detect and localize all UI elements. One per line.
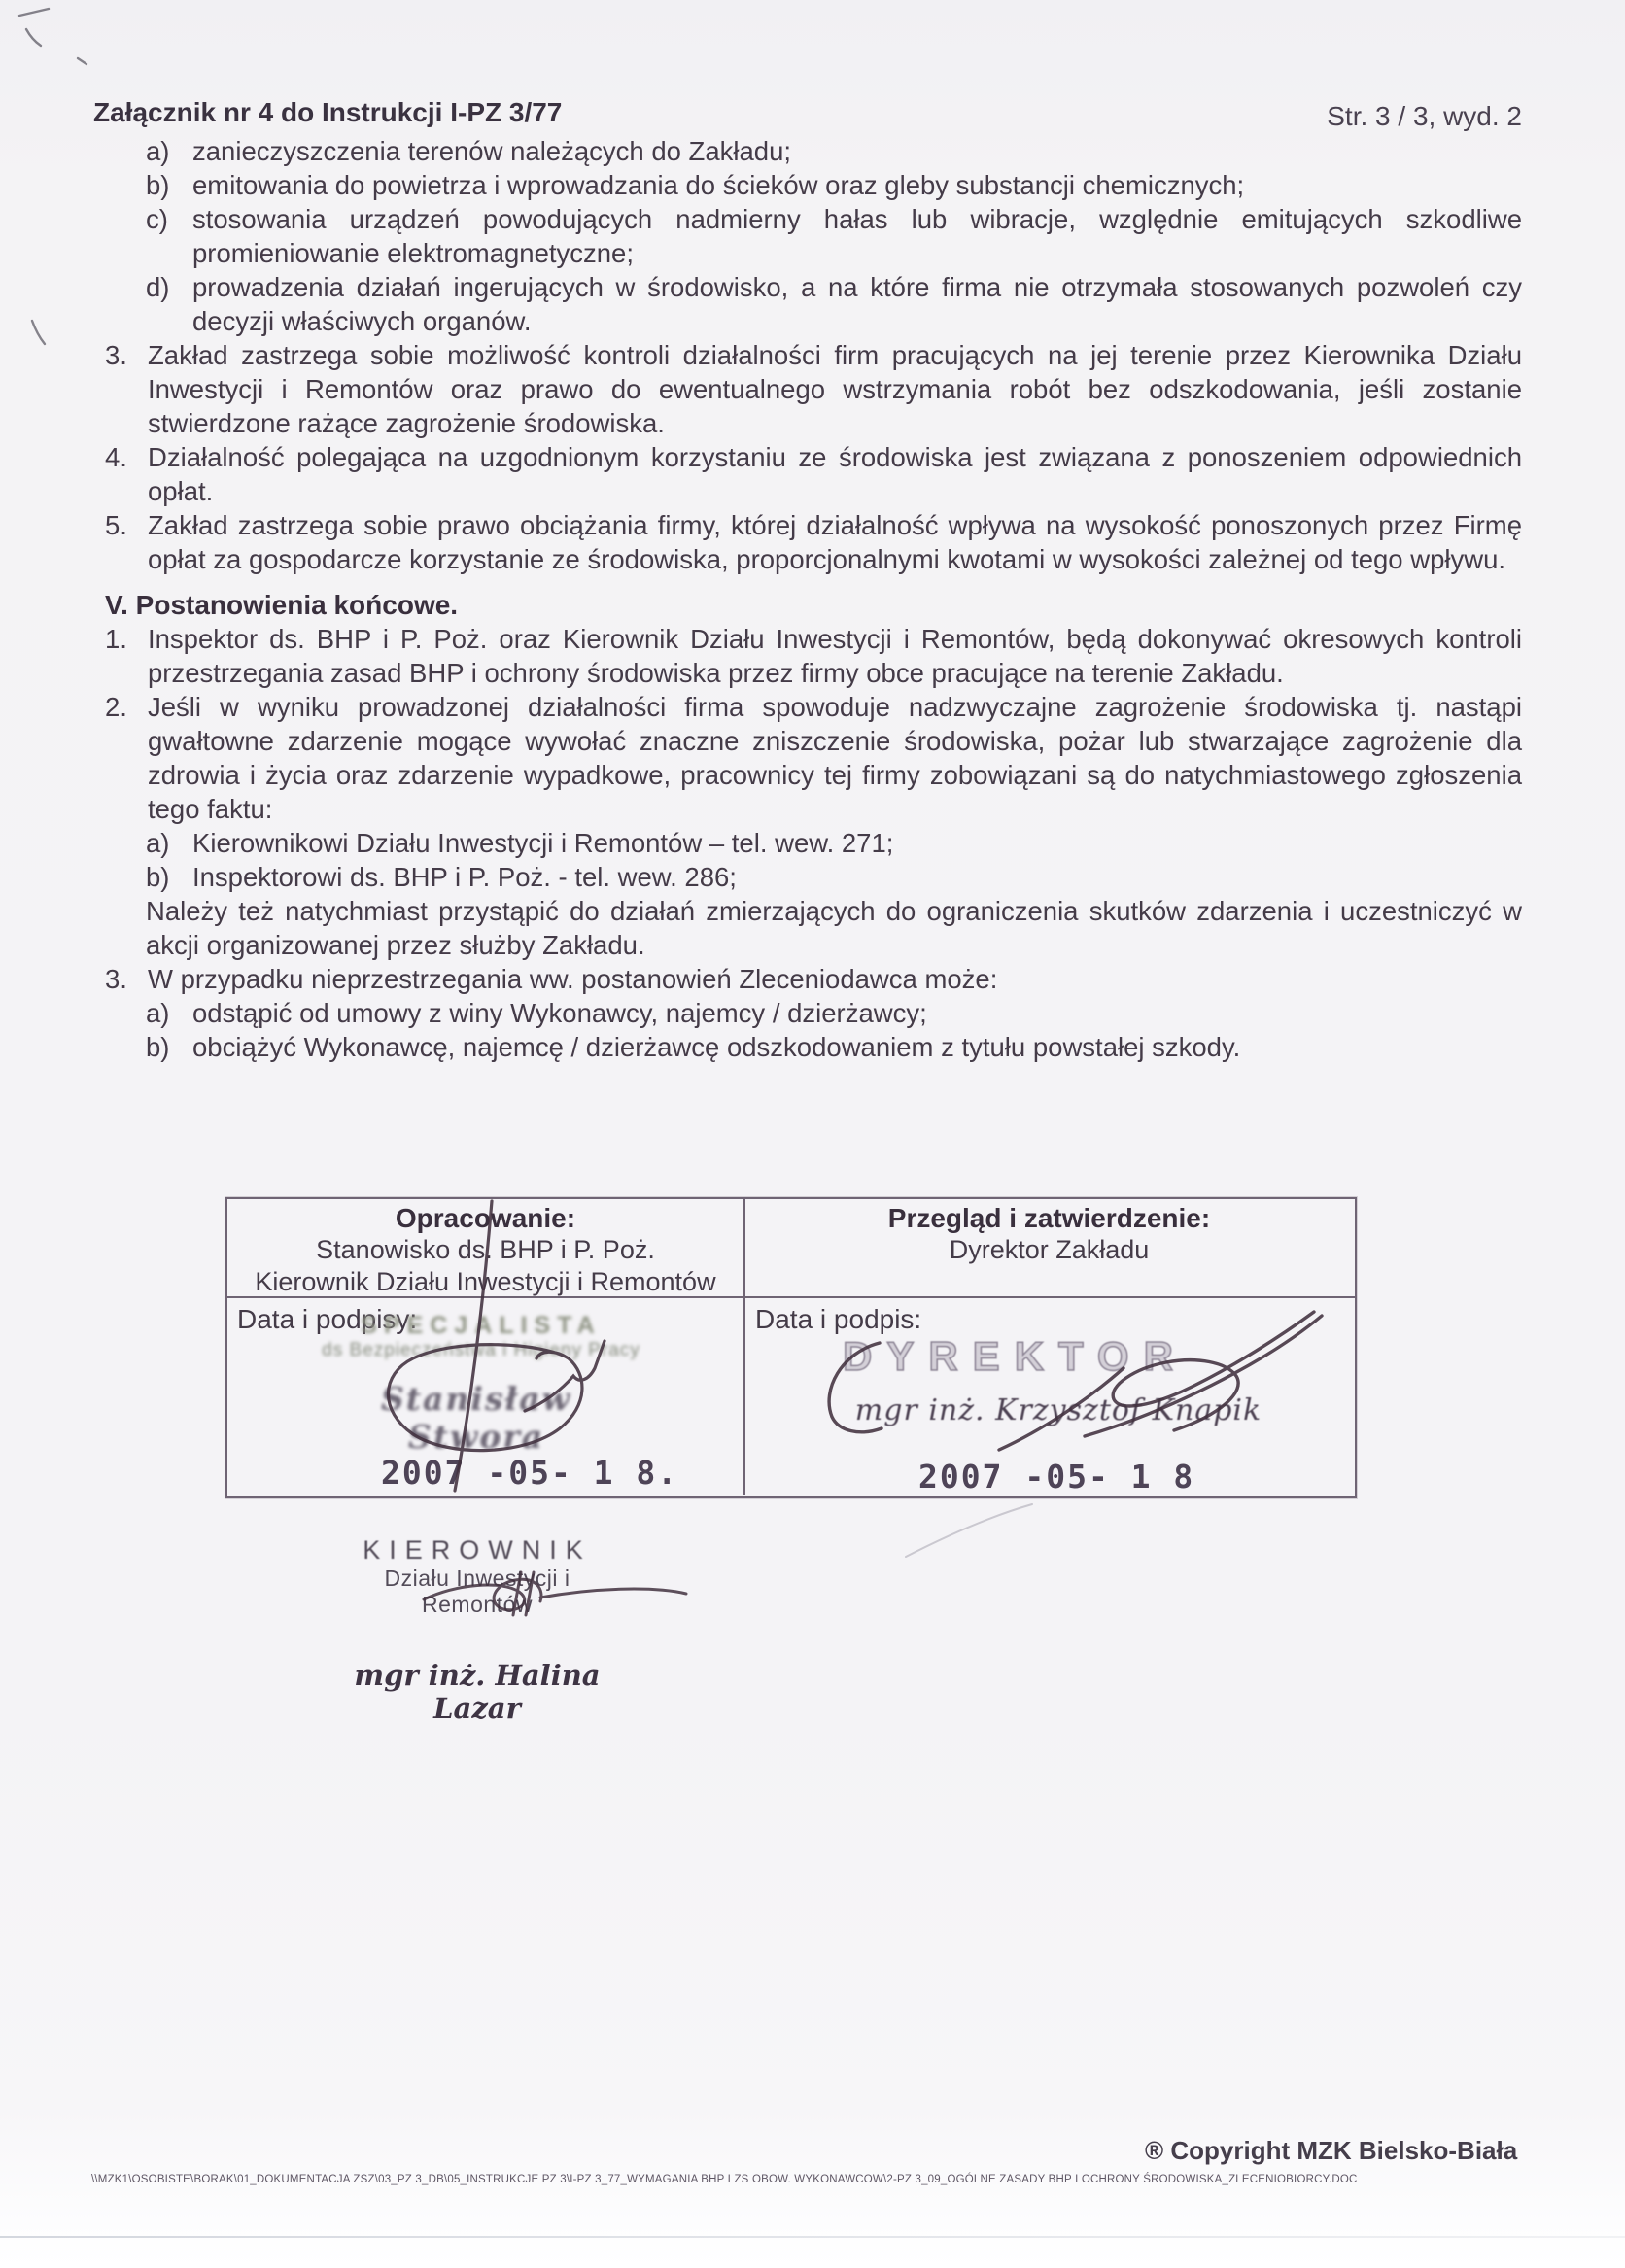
contact-item <box>146 826 1522 860</box>
opracowanie-cell <box>227 1199 745 1296</box>
numbered-item <box>105 440 1522 508</box>
approval-table-header-row <box>227 1199 1355 1298</box>
numbered-item-text: Zakład zastrzega sobie możliwość kontroli działalności firm pracujących na jej terenie przez Kierownika Działu Inwestycji i Remontów oraz prawo do ewentualnego wstrzymania robót bez odszkodowania, jeśli zostanie stwierdzone rażące zagrożenie środowiska. <box>148 340 1522 438</box>
pencil-mark <box>906 1504 1032 1557</box>
pen-mark <box>78 58 86 64</box>
kierownik-stamp-name: mgr inż. Halina Lazar <box>354 1659 601 1725</box>
date-stamp-right: 2007 -05- 1 8 <box>918 1458 1195 1495</box>
date-signatures-label: Data i podpisy: <box>237 1304 418 1334</box>
pen-mark <box>26 29 41 46</box>
contact-item-text: Kierownikowi Działu Inwestycji i Remontów – tel. wew. 271; <box>192 828 894 858</box>
numbered-item-number: 3. <box>105 964 127 994</box>
specialist-stamp-line1: SPECJALISTA <box>361 1312 602 1339</box>
list-item-text: stosowania urządzeń powodujących nadmierny hałas lub wibracje, względnie emitujących szkodliwe promieniowanie elektromagnetyczne; <box>192 204 1522 268</box>
list-item-label: c) <box>146 204 168 234</box>
numbered-item-number: 4. <box>105 442 127 472</box>
contact-item <box>146 860 1522 894</box>
numbered-item-text: Inspektor ds. BHP i P. Poż. oraz Kierownik Działu Inwestycji i Remontów, będą dokonywać okresowych kontroli przestrzegania zasad BHP i ochrony środowiska przez firmy obce pracujące na terenie Zakładu. <box>148 624 1522 688</box>
numbered-item <box>105 690 1522 826</box>
list-item <box>146 1030 1522 1064</box>
pen-marks-top-left <box>19 9 86 344</box>
section-heading: V. Postanowienia końcowe. <box>105 590 459 620</box>
numbered-item-text: W przypadku nieprzestrzegania ww. postanowień Zleceniodawca może: <box>148 964 998 994</box>
contact-item-label: a) <box>146 828 170 858</box>
attachment-title: Załącznik nr 4 do Instrukcji I-PZ 3/77 <box>93 97 563 127</box>
approval-table-signature-row <box>227 1298 1355 1495</box>
note-paragraph: Należy też natychmiast przystąpić do działań zmierzających do ograniczenia skutków zdarzenia i uczestniczyć w akcji organizowanej przez służby Zakładu. <box>146 896 1522 960</box>
kierownik-stamp-line2: Działu Inwestycji i Remontów <box>384 1565 570 1617</box>
zatwierdzenie-cell <box>745 1199 1353 1296</box>
dyrektor-stamp: DYREKTOR <box>843 1333 1188 1379</box>
zatwierdzenie-role: Dyrektor Zakładu <box>949 1235 1150 1264</box>
name-stamp-knapik: mgr inż. Krzysztof Knapik <box>854 1393 1262 1427</box>
page-number-edition: Str. 3 / 3, wyd. 2 <box>1327 101 1522 131</box>
list-item-label: a) <box>146 998 170 1028</box>
list-item <box>146 168 1522 202</box>
numbered-item-text: Działalność polegająca na uzgodnionym korzystaniu ze środowiska jest związana z ponoszeniem odpowiednich opłat. <box>148 442 1522 506</box>
numbered-item-text: Zakład zastrzega sobie prawo obciążania firmy, której działalność wpływa na wysokość ponoszonych przez Firmę opłat za gospodarcze korzystanie ze środowiska, proporcjonalnymi kwotami w wysokości zależnej od tego wpływu. <box>148 510 1522 574</box>
list-item <box>146 134 1522 168</box>
list-item-label: d) <box>146 272 170 302</box>
left-signature-cell <box>227 1298 745 1495</box>
numbered-item-number: 5. <box>105 510 127 540</box>
numbered-item-number: 2. <box>105 692 127 722</box>
list-item <box>146 270 1522 338</box>
list-item-text: obciążyć Wykonawcę, najemcę / dzierżawcę odszkodowaniem z tytułu powstałej szkody. <box>192 1032 1241 1062</box>
list-item-text: odstąpić od umowy z winy Wykonawcy, najemcy / dzierżawcy; <box>192 998 927 1028</box>
numbered-item-text: Jeśli w wyniku prowadzonej działalności firma spowoduje nadzwyczajne zagrożenie środowiska tj. nastąpi gwałtowne zdarzenie mogące wywołać znaczne zniszczenie środowiska, pożar lub stwarzające zagrożenie dla zdrowia i życia oraz zdarzenie wypadkowe, pracownicy tej firmy zobowiązani są do natychmiastowego zgłoszenia tego faktu: <box>148 692 1522 824</box>
numbered-item <box>105 338 1522 440</box>
list-item <box>146 202 1522 270</box>
list-item <box>146 996 1522 1030</box>
list-item-label: b) <box>146 1032 170 1062</box>
contact-item-label: b) <box>146 862 170 892</box>
scan-edge-line <box>0 2236 1625 2238</box>
pen-mark <box>19 9 49 16</box>
document-body <box>105 134 1522 1064</box>
specialist-stamp <box>311 1312 651 1361</box>
opracowanie-role-1: Stanowisko ds. BHP i P. Poż. <box>316 1235 655 1264</box>
date-signature-label: Data i podpis: <box>755 1304 922 1334</box>
opracowanie-role-2: Kierownik Działu Inwestycji i Remontów <box>255 1267 716 1296</box>
opracowanie-title: Opracowanie: <box>395 1203 576 1233</box>
numbered-item <box>105 962 1522 996</box>
zatwierdzenie-title: Przegląd i zatwierdzenie: <box>887 1203 1211 1233</box>
approval-table <box>225 1197 1357 1498</box>
list-item-label: b) <box>146 170 170 200</box>
kierownik-stamp-block <box>328 1535 626 1725</box>
numbered-item-number: 3. <box>105 340 127 370</box>
list-item-text: zanieczyszczenia terenów należących do Zakładu; <box>192 136 792 166</box>
name-stamp-stwora: Stanisław Stwora <box>380 1380 572 1456</box>
pen-mark <box>32 321 45 344</box>
numbered-item <box>105 622 1522 690</box>
numbered-item-number: 1. <box>105 624 127 654</box>
numbered-item <box>105 508 1522 576</box>
specialist-stamp-line2: ds Bezpieczeństwa i Higieny Pracy <box>322 1340 640 1360</box>
footer-copyright: ® Copyright MZK Bielsko-Biała <box>1145 2136 1518 2165</box>
list-item-text: prowadzenia działań ingerujących w środowisko, a na które firma nie otrzymała stosowanych pozwoleń czy decyzji właściwych organów. <box>192 272 1522 336</box>
list-item-text: emitowania do powietrza i wprowadzania do ścieków oraz gleby substancji chemicznych; <box>192 170 1245 200</box>
footer-file-path: \\MZK1\OSOBISTE\BORAK\01_DOKUMENTACJA ZSZ\03_PZ 3_DB\05_INSTRUKCJE PZ 3\I-PZ 3_77_WYMAGANIA BHP I ZS OBOW. WYKONAWCOW\2-PZ 3_09_OGÓLNE ZASADY BHP I OCHRONY ŚRODOWISKA_ZLECENIOBIORCY.DOC <box>91 2174 1358 2185</box>
pencil-stroke <box>906 1504 1032 1557</box>
right-signature-cell <box>745 1298 1353 1495</box>
date-stamp-left: 2007 -05- 1 8. <box>381 1454 679 1492</box>
contact-item-text: Inspektorowi ds. BHP i P. Poż. - tel. wew. 286; <box>192 862 737 892</box>
list-item-label: a) <box>146 136 170 166</box>
kierownik-stamp-line1: KIEROWNIK <box>363 1535 592 1564</box>
